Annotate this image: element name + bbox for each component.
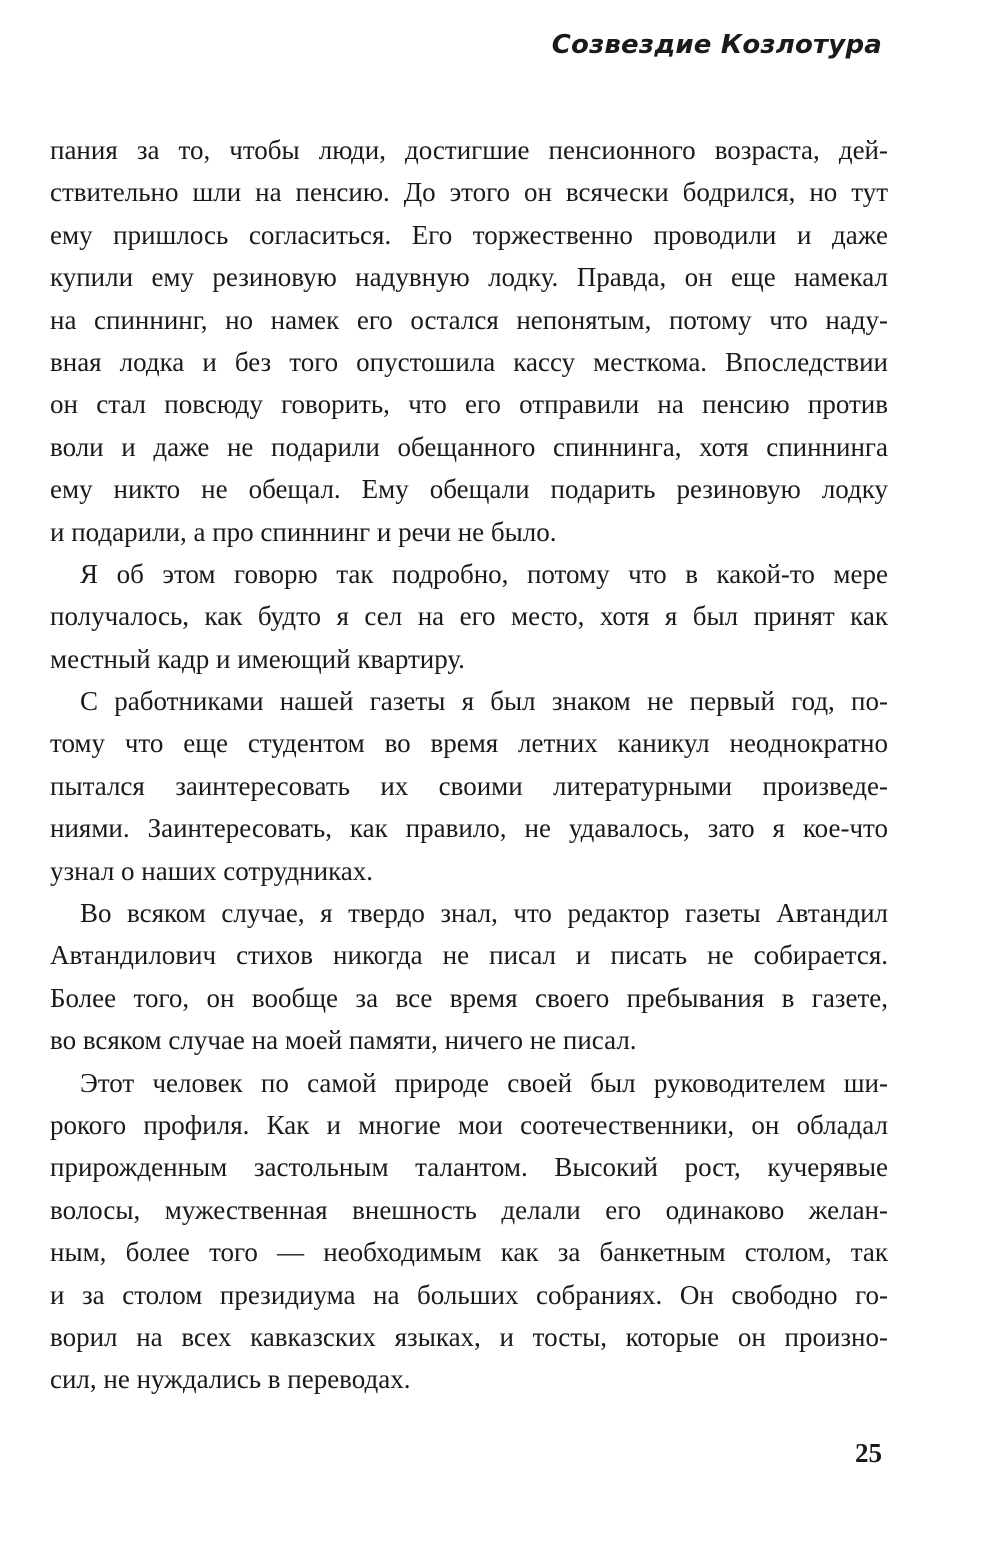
paragraph-start-line: Этот человек по самой природе своей был руководителем ши-: [80, 1067, 888, 1098]
paragraph-start-line: Я об этом говорю так подробно, потому что в какой-то мере: [80, 558, 888, 589]
text-line: и подарили, а про спиннинг и речи не было.: [50, 516, 557, 547]
text-line: узнал о наших сотрудниках.: [50, 855, 374, 886]
text-line: воли и даже не подарили обещанного спиннинга, хотя спиннинга: [50, 431, 888, 462]
text-line: рокого профиля. Как и многие мои соотечественники, он обладал: [50, 1109, 888, 1140]
text-line: ниями. Заинтересовать, как правило, не удавалось, зато я кое-что: [50, 813, 888, 844]
text-line: пытался заинтересовать их своими литературными произведе-: [50, 770, 888, 801]
text-line: и за столом президиума на больших собраниях. Он свободно го-: [50, 1279, 888, 1310]
running-head-title: Созвездие Козлотура: [551, 30, 882, 60]
text-line: сил, не нуждались в переводах.: [50, 1364, 411, 1395]
text-line: прирожденным застольным талантом. Высокий рост, кучерявые: [50, 1152, 888, 1183]
text-line: Автандилович стихов никогда не писал и писать не собирается.: [50, 940, 888, 971]
text-line: во всяком случае на моей памяти, ничего не писал.: [50, 1025, 637, 1056]
text-line: местный кадр и имеющий квартиру.: [50, 643, 465, 674]
page-number: 25: [855, 1438, 882, 1468]
paragraph-start-line: Во всяком случае, я твердо знал, что редактор газеты Автандил: [80, 898, 888, 929]
text-line: он стал повсюду говорить, что его отправили на пенсию против: [50, 389, 888, 420]
text-line: Более того, он вообще за все время своего пребывания в газете,: [50, 982, 888, 1013]
text-line: ему никто не обещал. Ему обещали подарить резиновую лодку: [50, 474, 888, 505]
paragraph-start-line: С работниками нашей газеты я был знаком не первый год, по-: [80, 686, 888, 717]
text-line: купили ему резиновую надувную лодку. Правда, он еще намекал: [50, 262, 888, 293]
text-line: ствительно шли на пенсию. До этого он всячески бодрился, но тут: [50, 177, 888, 208]
text-line: на спиннинг, но намек его остался непонятым, потому что наду-: [50, 304, 888, 335]
text-line: вная лодка и без того опустошила кассу месткома. Впоследствии: [50, 346, 888, 377]
text-line: ворил на всех кавказских языках, и тосты, которые он произно-: [50, 1321, 888, 1352]
text-line: ным, более того — необходимым как за банкетным столом, так: [50, 1237, 888, 1268]
text-line: волосы, мужественная внешность делали его одинаково желан-: [50, 1194, 888, 1225]
text-line: ему пришлось согласиться. Его торжественно проводили и даже: [50, 219, 888, 250]
text-line: пания за то, чтобы люди, достигшие пенсионного возраста, дей-: [50, 135, 888, 165]
text-line: тому что еще студентом во время летних каникул неоднократно: [50, 728, 888, 759]
text-line: получалось, как будто я сел на его место, хотя я был принят как: [50, 601, 888, 632]
body-text: [50, 129, 888, 1401]
